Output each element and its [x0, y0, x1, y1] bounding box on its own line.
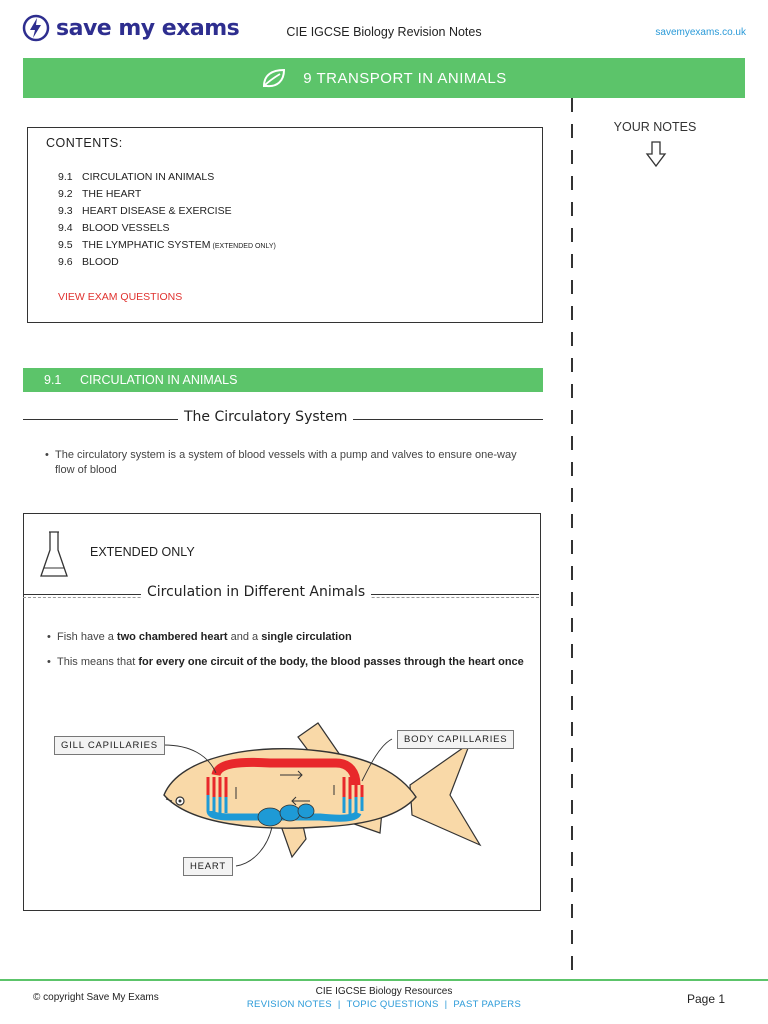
toc-label: THE HEART [82, 188, 142, 200]
copyright: © copyright Save My Exams [33, 992, 159, 1003]
toc-item[interactable] [58, 256, 276, 273]
bullet-dot: • [45, 449, 49, 461]
toc-num: 9.2 [58, 188, 73, 200]
leader-line [236, 827, 272, 866]
contents-heading: CONTENTS: [46, 136, 123, 150]
footer-rule [0, 979, 768, 981]
section-number: 9.1 [44, 373, 62, 387]
bullet-means [47, 655, 527, 670]
footer-links [0, 999, 768, 1010]
revision-notes-link[interactable]: REVISION NOTES [246, 999, 332, 1010]
leaf-icon [261, 67, 287, 89]
toc-num: 9.6 [58, 256, 73, 268]
toc-num: 9.1 [58, 171, 73, 183]
separator: | [337, 999, 341, 1010]
notes-divider [571, 98, 573, 978]
separator: | [444, 999, 448, 1010]
subheading-circulation-different-animals: Circulation in Different Animals [141, 584, 371, 600]
arrow-down-icon [645, 140, 667, 168]
toc-item[interactable] [58, 239, 276, 256]
document-title: CIE IGCSE Biology Revision Notes [286, 25, 482, 39]
extended-only-label: EXTENDED ONLY [90, 545, 195, 559]
section-title: CIRCULATION IN ANIMALS [80, 373, 238, 387]
text: Fish have a [57, 631, 117, 643]
toc-num: 9.3 [58, 205, 73, 217]
resources-title: CIE IGCSE Biology Resources [315, 986, 453, 997]
toc-label: HEART DISEASE & EXERCISE [82, 205, 232, 217]
view-exam-questions-link[interactable]: VIEW EXAM QUESTIONS [58, 291, 183, 303]
page-number: Page 1 [687, 992, 726, 1006]
contents-box [27, 127, 543, 323]
subheading-circulatory-system: The Circulatory System [178, 409, 353, 425]
label-gill-capillaries: GILL CAPILLARIES [54, 736, 165, 755]
text: This means that [57, 656, 139, 668]
toc-num: 9.5 [58, 239, 73, 251]
bullet-dot: • [47, 656, 51, 668]
bullet-dot: • [47, 631, 51, 643]
bold-text: single circulation [261, 631, 352, 643]
toc-num: 9.4 [58, 222, 73, 234]
toc-label: CIRCULATION IN ANIMALS [82, 171, 215, 183]
bullet-fish [47, 630, 527, 645]
bold-text: for every one circuit of the body, the blood passes through the heart once [138, 656, 524, 668]
footer-resources [0, 986, 768, 1010]
topic-banner [23, 58, 745, 98]
toc-note: (EXTENDED ONLY) [212, 243, 276, 250]
label-body-capillaries: BODY CAPILLARIES [397, 730, 514, 749]
toc-item[interactable] [58, 171, 276, 188]
toc-item[interactable] [58, 188, 276, 205]
heart-chamber [280, 805, 300, 821]
topic-questions-link[interactable]: TOPIC QUESTIONS [346, 999, 439, 1010]
toc-label: BLOOD [82, 256, 119, 268]
toc-label: THE LYMPHATIC SYSTEM [82, 239, 211, 251]
toc-item[interactable] [58, 222, 276, 239]
toc-label: BLOOD VESSELS [82, 222, 170, 234]
logo-text: save my exams [56, 15, 240, 41]
toc-list [58, 171, 276, 273]
text: and a [227, 631, 262, 643]
site-link[interactable]: savemyexams.co.uk [655, 27, 746, 38]
toc-item[interactable] [58, 205, 276, 222]
bullet-circulatory-text: The circulatory system is a system of blood vessels with a pump and valves to ensure one-way flow of blood [55, 449, 517, 476]
heart-chamber [298, 804, 314, 818]
label-heart: HEART [183, 857, 233, 876]
fish-pupil [179, 800, 182, 803]
topic-title: 9 TRANSPORT IN ANIMALS [303, 69, 507, 87]
heart-chamber [258, 808, 282, 826]
bold-text: two chambered heart [116, 631, 228, 643]
tail-fin [410, 743, 480, 845]
bullet-text [45, 448, 530, 478]
your-notes-label: YOUR NOTES [613, 120, 697, 134]
section-banner [23, 368, 543, 392]
flask-icon [38, 530, 70, 580]
past-papers-link[interactable]: PAST PAPERS [453, 999, 522, 1010]
